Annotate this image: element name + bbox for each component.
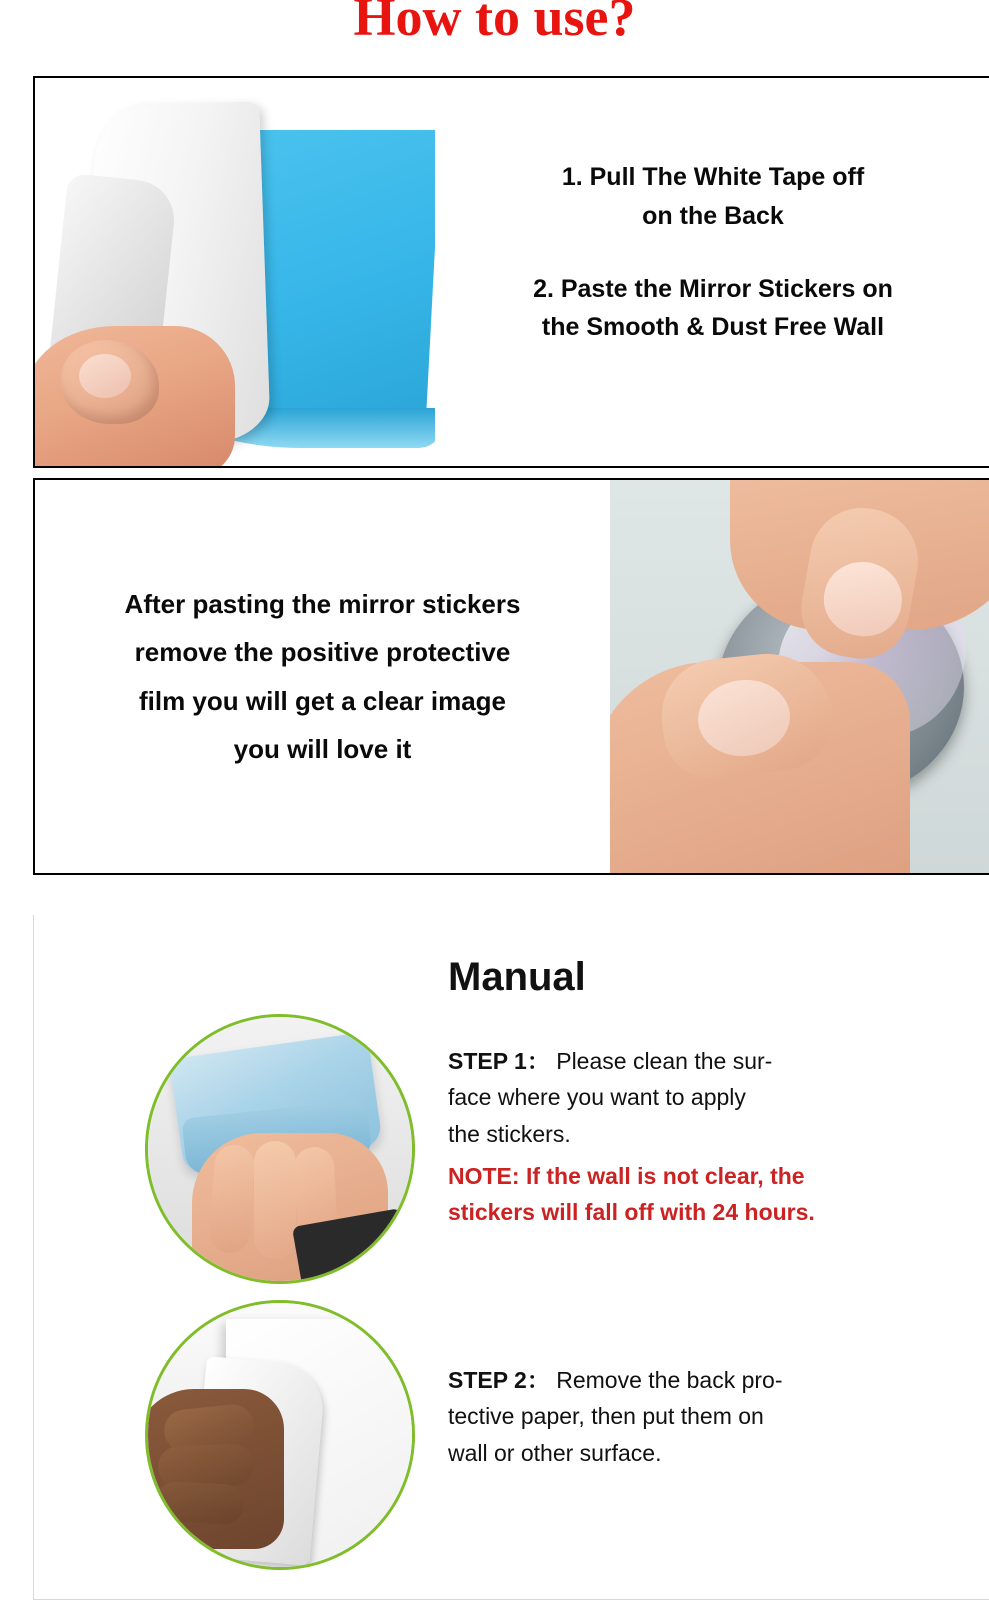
step-2-line-2: tective paper, then put them on [448, 1403, 764, 1430]
page-title: How to use? [353, 0, 636, 47]
instruction-line-1: 1. Pull The White Tape off [561, 163, 865, 191]
step-1-line-1: Please clean the sur- [556, 1048, 773, 1074]
panel-step-remove-film-text [35, 480, 610, 873]
panel-step-pull-tape [33, 76, 989, 468]
manual-step-1 [448, 1043, 948, 1231]
step-2-line-3: wall or other surface. [448, 1439, 662, 1466]
step-1-note-line-2: stickers will fall off with 24 hours. [448, 1199, 815, 1226]
photo-remove-back-paper [145, 1300, 415, 1570]
step-1-note-line-1: NOTE: If the wall is not clear, the [448, 1162, 805, 1189]
panel-step-remove-film [33, 478, 989, 875]
panel-step-pull-tape-text [435, 158, 989, 347]
step-2-label: STEP 2： [448, 1367, 550, 1393]
manual-heading: Manual [448, 955, 586, 999]
step-1-line-3: the stickers. [448, 1120, 571, 1147]
photo-peel-white-tape [35, 78, 435, 466]
instruction-line-3: film you will get a clear image [138, 685, 506, 716]
photo-remove-protective-film [610, 480, 989, 873]
step-1-line-2: face where you want to apply [448, 1084, 746, 1111]
photo-clean-surface-with-cloth [145, 1014, 415, 1284]
finger-illustration [208, 1144, 255, 1255]
finger-illustration [155, 1481, 245, 1526]
instruction-line-4: the Smooth & Dust Free Wall [541, 313, 885, 342]
thumbnail-illustration [79, 354, 131, 398]
instruction-line-3: 2. Paste the Mirror Stickers on [533, 274, 893, 303]
instruction-line-2: on the Back [642, 201, 784, 230]
step-1-label: STEP 1： [448, 1048, 550, 1074]
instruction-line-2: remove the positive protective [134, 637, 511, 668]
step-2-line-1: Remove the back pro- [556, 1367, 783, 1393]
finger-illustration [254, 1141, 296, 1259]
instruction-line-1: After pasting the mirror stickers [124, 589, 521, 620]
manual-step-2 [448, 1362, 948, 1471]
instruction-line-4: you will love it [233, 733, 412, 764]
